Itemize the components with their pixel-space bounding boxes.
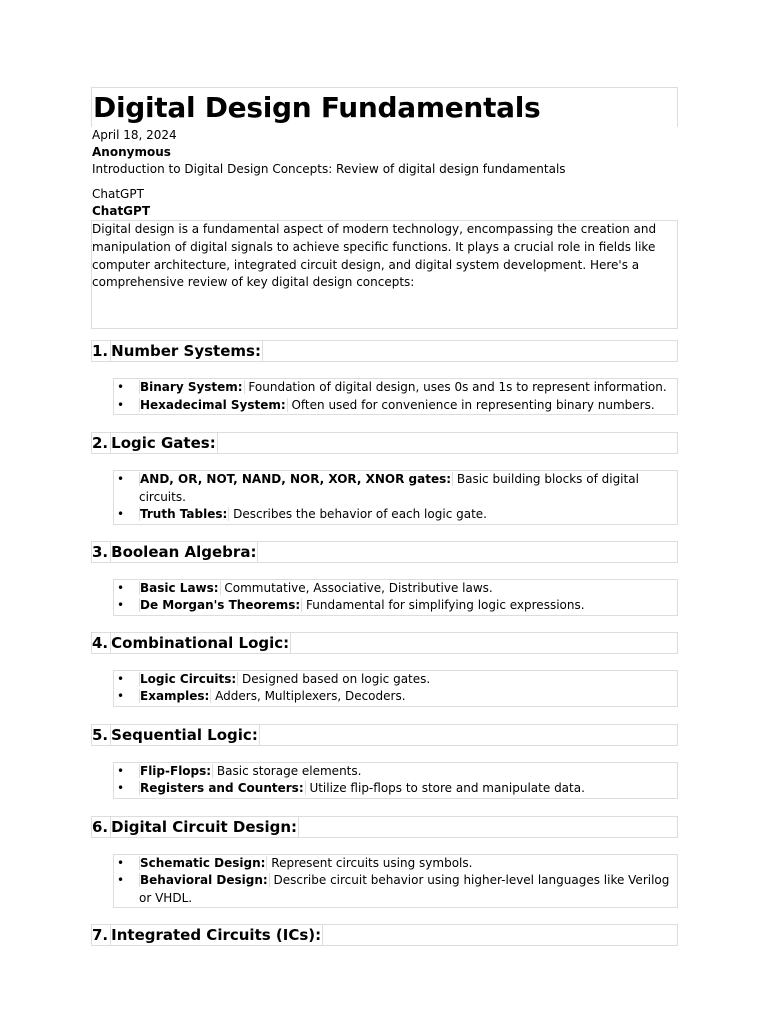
list-item [114,780,677,798]
bullet-list [114,471,677,524]
bullet-list [114,855,677,908]
bullet-list [114,763,677,798]
list-item-term: Schematic Design: [140,855,266,870]
list-item-term: Truth Tables: [140,507,228,521]
section-heading-label: Logic Gates: [111,434,216,452]
section-spacer [92,746,678,762]
list-item-term: Registers and Counters: [140,781,304,795]
section-heading [91,432,678,454]
list-item-term: Hexadecimal System: [140,397,286,412]
title-block [91,87,678,127]
list-item [114,580,677,598]
section-number: 5. [92,725,109,744]
list-item-term: Logic Circuits: [140,671,237,686]
list-item [114,397,677,415]
list-item-term: Behavioral Design: [140,873,268,887]
section-heading-label: Boolean Algebra: [111,542,257,561]
responder-label: ChatGPT [92,187,144,201]
section-number: 1. [92,342,109,360]
list-item-term: Basic Laws: [140,580,219,595]
bullet-list [114,671,677,706]
section-number: 2. [92,434,109,452]
user-prompt: Introduction to Digital Design Concepts: Review of digital design fundamentals [92,162,566,176]
section-heading [91,340,678,362]
section-list [113,470,678,525]
intro-paragraph: Digital design is a fundamental aspect of modern technology, encompassing the creation and manipulation of digital signals to achieve specific functions. It plays a crucial role in fields like computer architecture, integrated circuit design, and digital system development. Here's a comprehensive review of key digital design concepts: [91,220,678,329]
bullet-icon: • [117,580,125,595]
section-number: 6. [92,817,109,836]
sections-container [92,329,678,946]
list-item [114,471,677,506]
section-spacer [92,654,678,670]
section-heading [91,632,678,654]
section-list [113,854,678,909]
section-spacer [92,525,678,541]
list-item [114,597,677,615]
bullet-icon: • [117,397,125,412]
section-number: 3. [92,542,109,561]
section-list [113,378,678,415]
responder-name: ChatGPT [92,204,151,218]
section-spacer [92,362,678,378]
section-list [113,762,678,799]
bullet-icon: • [117,598,125,612]
list-item-text: Commutative, Associative, Distributive laws. [220,580,493,595]
list-item-term: Examples: [140,689,210,703]
list-item-term: De Morgan's Theorems: [140,598,301,612]
section-list [113,670,678,707]
bullet-icon: • [117,873,125,887]
list-item-term: Flip-Flops: [140,763,212,778]
section-heading-label: Combinational Logic: [111,633,290,652]
section-heading [91,924,678,946]
section-heading-label: Digital Circuit Design: [111,817,298,836]
list-item-text: Utilize flip-flops to store and manipulate data. [305,781,585,795]
list-item-text: Basic storage elements. [213,763,362,778]
bullet-list [114,580,677,615]
section-spacer [92,838,678,854]
list-item-term: AND, OR, NOT, NAND, NOR, XOR, XNOR gates: [140,472,452,486]
section-spacer [92,454,678,470]
list-item-text: Fundamental for simplifying logic expressions. [302,598,585,612]
section-heading-label: Sequential Logic: [111,725,258,744]
section-spacer [92,908,678,924]
list-item [114,872,677,907]
bullet-icon: • [117,472,125,486]
list-item [114,855,677,873]
section-number: 4. [92,633,109,652]
bullet-icon: • [117,671,125,686]
bullet-icon: • [117,689,125,703]
section-spacer [92,616,678,632]
list-item-term: Binary System: [140,380,243,394]
list-item [114,379,677,397]
document-author: Anonymous [92,145,171,159]
document-date: April 18, 2024 [92,128,177,142]
list-item-text: Basic building blocks of digital circuits. [139,472,639,504]
list-item-text: Represent circuits using symbols. [267,855,473,870]
section-heading-label: Number Systems: [111,342,261,360]
section-heading [91,724,678,746]
section-spacer [92,329,678,340]
section-spacer [92,799,678,816]
bullet-icon: • [117,855,125,870]
page-title: Digital Design Fundamentals [93,91,541,124]
section-spacer [92,707,678,724]
list-item-text: Designed based on logic gates. [238,671,431,686]
section-spacer [92,415,678,432]
list-item [114,688,677,706]
list-item [114,763,677,781]
bullet-icon: • [117,380,125,394]
bullet-list [114,379,677,414]
section-number: 7. [92,926,109,944]
list-item-text: Foundation of digital design, uses 0s and 1s to represent information. [244,380,667,394]
section-spacer [92,563,678,579]
list-item-text: Often used for convenience in representing binary numbers. [287,397,655,412]
section-heading-label: Integrated Circuits (ICs): [111,926,322,944]
list-item-text: Adders, Multiplexers, Decoders. [211,689,406,703]
section-heading [91,541,678,563]
list-item [114,506,677,524]
list-item [114,671,677,689]
section-list [113,579,678,616]
bullet-icon: • [117,781,125,795]
spacer [92,178,678,186]
list-item-text: Describes the behavior of each logic gate. [229,507,487,521]
document-page [92,87,678,946]
bullet-icon: • [117,507,125,521]
section-heading [91,816,678,838]
list-item-text: Describe circuit behavior using higher-level languages like Verilog or VHDL. [139,873,670,905]
bullet-icon: • [117,763,125,778]
